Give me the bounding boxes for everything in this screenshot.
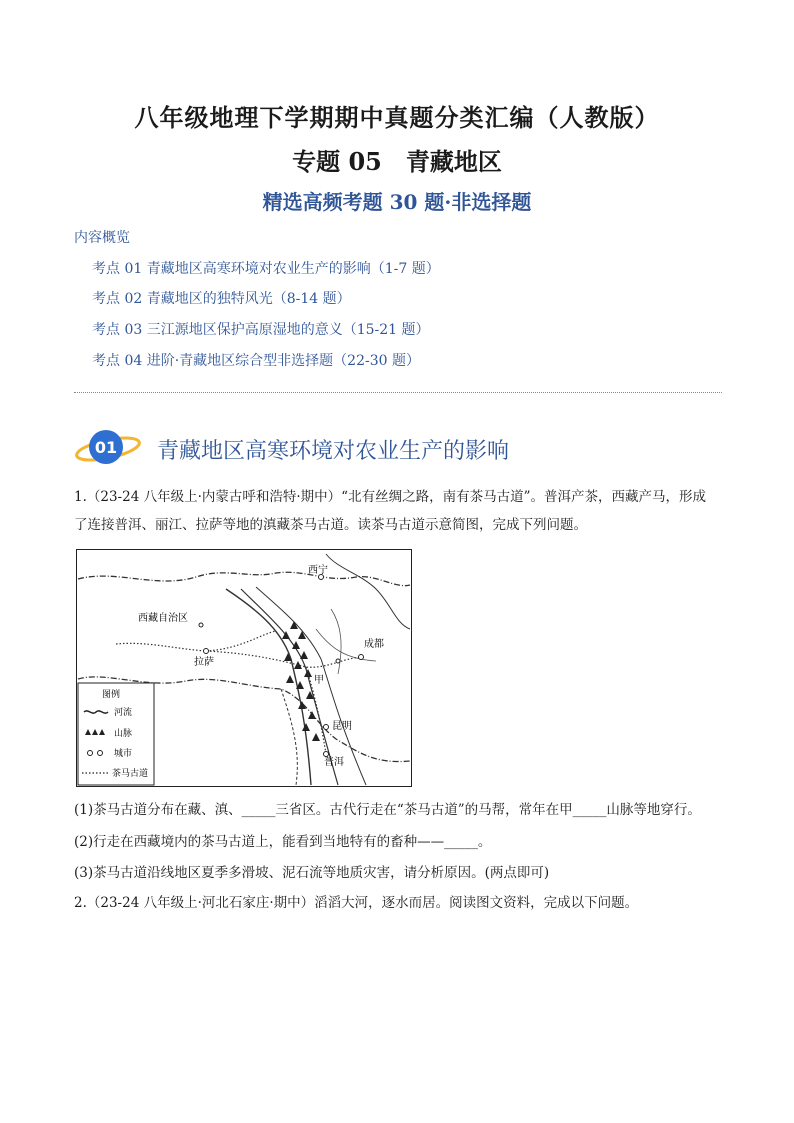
document-subtitle: 专题 05 青藏地区 — [292, 147, 502, 176]
overview-item: 考点 01 青藏地区高寒环境对农业生产的影响（1-7 题） — [92, 261, 440, 277]
divider — [74, 392, 722, 393]
section-number: 01 — [94, 438, 118, 457]
legend-mountain: 山脉 — [114, 729, 133, 739]
question-1-sub-2: (2)行走在西藏境内的茶马古道上，能看到当地特有的畜种——_____。 — [74, 834, 492, 850]
question-1-sub-1: (1)茶马古道分布在藏、滇、_____三省区。古代行走在“茶马古道”的马帮，常年在甲_____山脉等地穿行。 — [74, 802, 701, 818]
question-2-line: 2.（23-24 八年级上·河北石家庄·期中）滔滔大河，逐水而居。阅读图文资料，完成以下问题。 — [74, 895, 639, 911]
document-tagline: 精选高频考题 30 题·非选择题 — [262, 190, 532, 214]
map-label-kunming: 昆明 — [332, 721, 352, 732]
overview-item: 考点 04 进阶·青藏地区综合型非选择题（22-30 题） — [92, 353, 420, 369]
map-legend — [78, 683, 154, 785]
legend-title: 图例 — [102, 690, 121, 700]
section-title: 青藏地区高寒环境对农业生产的影响 — [157, 439, 510, 464]
tea-horse-road-map — [76, 549, 412, 787]
map-label-puer: 普洱 — [324, 757, 344, 768]
overview-item: 考点 02 青藏地区的独特风光（8-14 题） — [92, 291, 351, 307]
map-label-jia: 甲 — [314, 675, 324, 686]
map-label-xining: 西宁 — [308, 565, 328, 576]
overview-item: 考点 03 三江源地区保护高原湿地的意义（15-21 题） — [92, 322, 430, 338]
question-1-line: 了连接普洱、丽江、拉萨等地的滇藏茶马古道。读茶马古道示意简图，完成下列问题。 — [74, 517, 587, 533]
section-badge — [74, 425, 146, 469]
map-label-tibet: 西藏自治区 — [138, 613, 188, 624]
legend-city: 城市 — [114, 749, 133, 759]
legend-road: 茶马古道 — [112, 769, 149, 779]
legend-river: 河流 — [114, 708, 133, 718]
overview-label: 内容概览 — [74, 230, 130, 246]
map-label-lhasa: 拉萨 — [194, 657, 214, 668]
question-1-sub-3: (3)茶马古道沿线地区夏季多滑坡、泥石流等地质灾害，请分析原因。(两点即可) — [74, 865, 550, 881]
map-label-chengdu: 成都 — [364, 639, 384, 650]
document-title: 八年级地理下学期期中真题分类汇编（人教版） — [134, 103, 660, 132]
question-1-line: 1.（23-24 八年级上·内蒙古呼和浩特·期中）“北有丝绸之路，南有茶马古道”。普洱产茶，西藏产马，形成 — [74, 489, 706, 505]
